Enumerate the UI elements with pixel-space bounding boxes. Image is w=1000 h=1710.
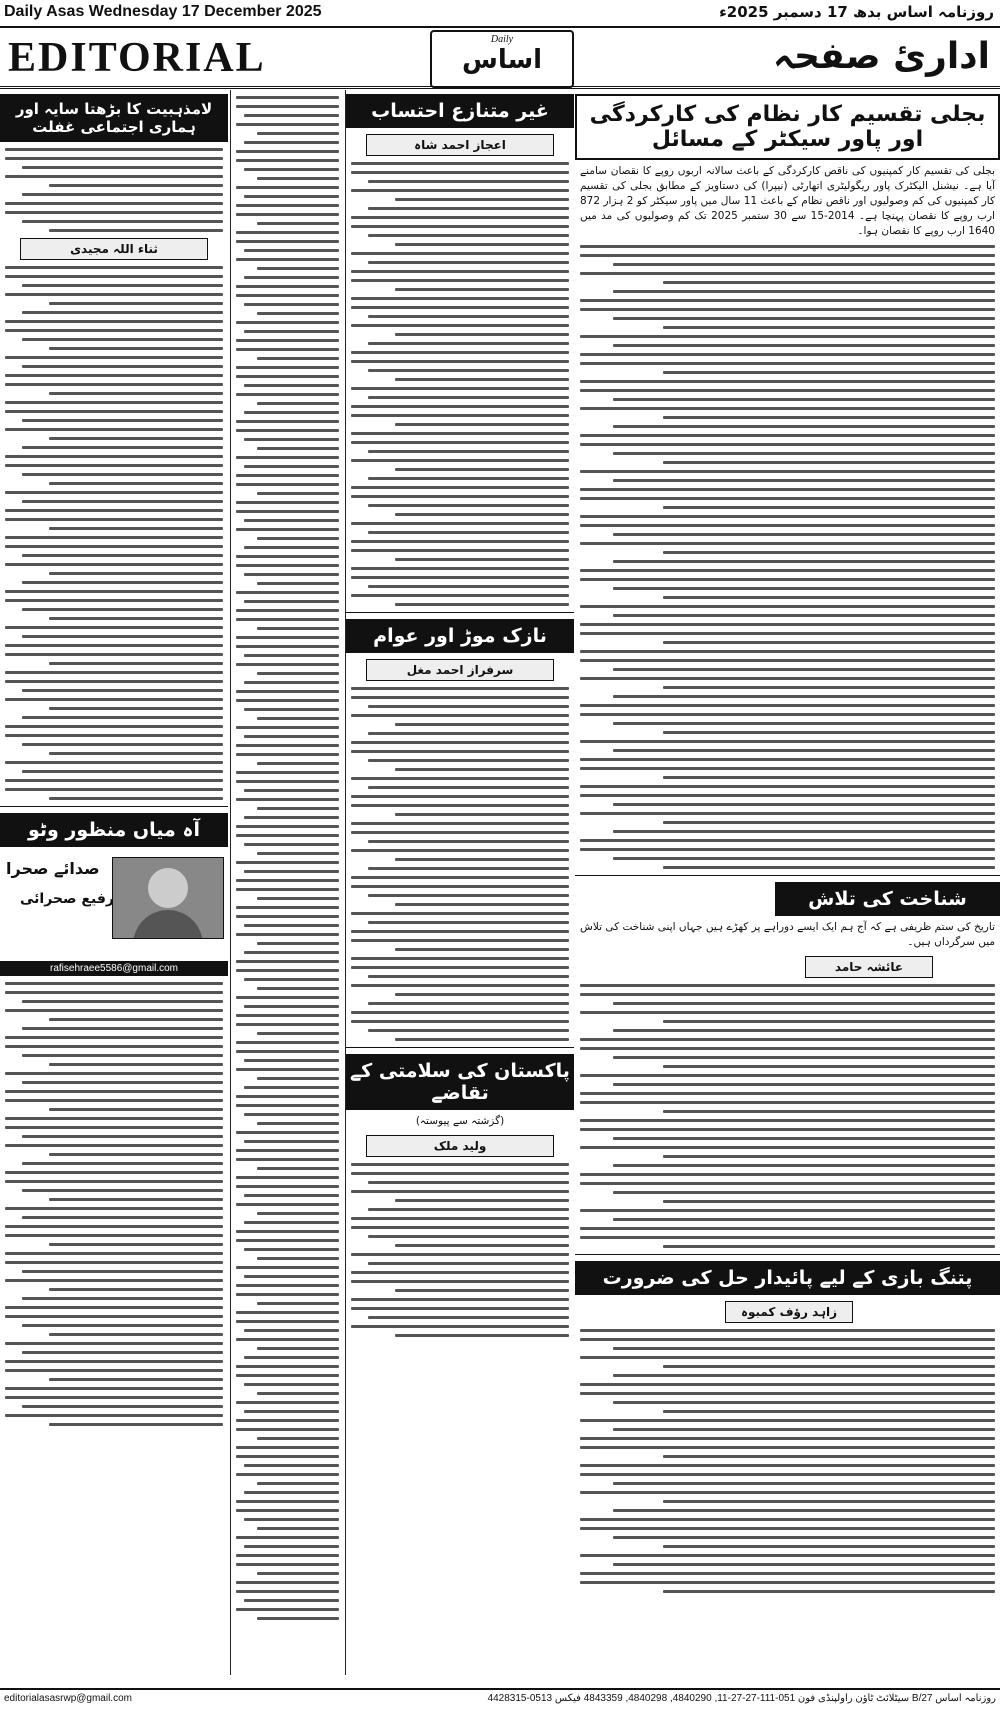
headline-ghaflat: لامذہبیت کا بڑھتا سایہ اور ہماری اجتماعی غفلت xyxy=(0,94,228,142)
footer-contact: روزنامہ اساس 27/B سیٹلائٹ ٹاؤن راولپنڈی فون 051-111-27-27-11, 4840290, 4840298, 4843359 فیکس 0513-4428315 xyxy=(487,1693,996,1704)
article-ghaflat-body-top xyxy=(0,148,228,232)
columnist-email[interactable]: rafisehraee5586@gmail.com xyxy=(0,961,228,976)
article-manzoor-body xyxy=(0,982,228,1426)
subtitle-salamti: (گزشتہ سے پیوستہ) xyxy=(415,1115,505,1127)
headline-patang: پتنگ بازی کے لیے پائیدار حل کی ضرورت xyxy=(575,1261,1000,1295)
article-narok-body xyxy=(346,687,574,1041)
headline-narok: نازک موڑ اور عوام xyxy=(346,619,574,653)
dateline-english: Daily Asas Wednesday 17 December 2025 xyxy=(4,3,322,20)
column-left-center xyxy=(230,90,344,1675)
headline-ehtesab: غیر متنازع احتساب xyxy=(346,94,574,128)
article-ghaflat-body xyxy=(0,266,228,800)
byline-ehtesab: اعجاز احمد شاہ xyxy=(366,134,554,156)
byline-shanakht: عائشہ حامد xyxy=(805,956,933,978)
newspaper-logo xyxy=(430,30,574,88)
masthead xyxy=(0,28,1000,89)
byline-patang: زاہد رؤف کمبوہ xyxy=(725,1301,853,1323)
column-left xyxy=(0,90,228,1675)
article-patang-body xyxy=(575,1329,1000,1593)
column-right xyxy=(575,90,1000,1675)
headline-bijli: بجلی تقسیم کار نظام کی کارکردگی اور پاور سیکٹر کے مسائل xyxy=(575,94,1000,160)
byline-narok: سرفراز احمد مغل xyxy=(366,659,554,681)
article-ehtesab-body xyxy=(346,162,574,606)
dateline-urdu: روزنامہ اساس بدھ 17 دسمبر 2025ء xyxy=(719,3,994,21)
editorial-title-english: EDITORIAL xyxy=(8,35,266,81)
columnist-photo xyxy=(112,857,224,939)
byline-ghaflat: ثناء اللہ مجیدی xyxy=(20,238,208,260)
footer-email[interactable]: editorialasasrwp@gmail.com xyxy=(4,1693,132,1704)
headline-manzoor: آہ میاں منظور وٹو xyxy=(0,813,228,847)
editorial-title-urdu: اداریٔ صفحہ xyxy=(772,36,990,77)
columnist-box xyxy=(0,851,228,961)
article-bijli-lead: بجلی کی تقسیم کار کمپنیوں کی ناقص کارکردگی کے باعث سالانہ اربوں روپے کا نقصان سامنے آیا ہے۔ نیشنل الیکٹرک پاور ریگولیٹری اتھارٹی (نیپرا) کی دستاویز کے مطابق بجلی کی تقسیم کار کمپنیوں کی کم وصولیوں اور ناقص نظام کے باعث 11 سال میں پاور سیکٹر کو 2 ہزار 872 ارب روپے کا نقصان پہنچا ہے۔ 2014-15 سے 30 ستمبر 2025 تک کم وصولیوں کی مد میں 1640 ارب روپے کا نقصان ہوا۔ xyxy=(580,165,995,237)
footer-bar xyxy=(0,1688,1000,1710)
columnist-name: رفیع صحرائی xyxy=(20,891,114,907)
dateline-bar xyxy=(0,0,1000,28)
column-middle xyxy=(345,90,574,1675)
column-name: صدائے صحرا xyxy=(6,859,100,878)
headline-salamti: پاکستان کی سلامتی کے تقاضے xyxy=(346,1054,574,1110)
article-continuation-body xyxy=(231,96,344,1620)
logo-daily-text: Daily xyxy=(490,34,514,45)
byline-salamti: ولید ملک xyxy=(366,1135,554,1157)
logo-name: اساس xyxy=(461,45,543,75)
article-shanakht-lead: تاریخ کی ستم ظریفی ہے کہ آج ہم ایک ایسے دوراہے پر کھڑے ہیں جہاں اپنی شناخت کی تلاش میں سرگرداں ہیں۔ xyxy=(580,921,995,948)
article-shanakht-body xyxy=(575,984,1000,1248)
article-bijli-body xyxy=(575,245,1000,869)
headline-shanakht: شناخت کی تلاش xyxy=(775,882,1000,916)
article-salamti-body xyxy=(346,1163,574,1337)
columnist-portrait-image xyxy=(113,858,223,938)
